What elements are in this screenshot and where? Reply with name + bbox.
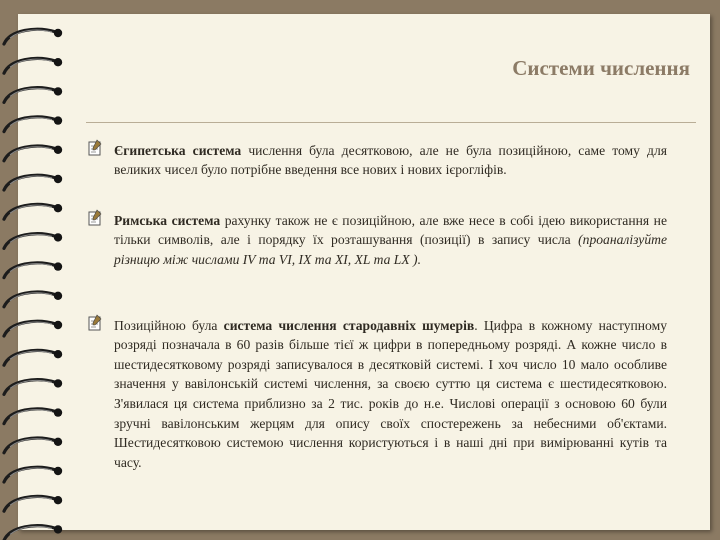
paragraph-sumerian (114, 316, 667, 473)
binding-ring-highlight (10, 205, 52, 213)
paragraph-roman (114, 211, 667, 270)
binding-ring-highlight (10, 88, 52, 96)
paragraph-bold: Єгипетська система (114, 142, 242, 158)
binding-hole (54, 379, 62, 387)
paragraph-text: числення була десятковою, але не була позиційною, саме тому для великих чисел було потрібне введення все нових і нових ієрогліфів. (114, 142, 667, 178)
binding-hole (54, 146, 62, 154)
binding-ring-highlight (10, 234, 52, 242)
spiral-binding (0, 0, 72, 540)
binding-ring-highlight (10, 497, 52, 505)
binding-hole (54, 58, 62, 66)
binding-ring-highlight (10, 322, 52, 330)
binding-ring-highlight (10, 59, 52, 67)
notepad-bullet-icon (86, 209, 104, 227)
binding-ring-highlight (10, 293, 52, 301)
binding-ring-highlight (10, 410, 52, 418)
paragraph-text: рахунку також не є позиційною, але вже несе в собі ідею використання не тільки символів, але і порядку їх розташування (позиції) в запису числа (114, 212, 667, 248)
binding-hole (54, 408, 62, 416)
paragraph-bold: Римська система (114, 212, 221, 228)
notepad-bullet-icon (86, 139, 104, 157)
binding-hole (54, 204, 62, 212)
binding-ring-highlight (10, 147, 52, 155)
paragraph-egyptian (114, 141, 667, 180)
paragraph-lead: Позиційною була (114, 317, 224, 333)
notepad-bullet-icon (86, 314, 104, 332)
paragraph-bold: система числення стародавніх шумерів (223, 317, 475, 333)
paragraph-italic: (проаналізуйте різницю між числами IV та VI, IX та XI, XL та LX ). (114, 232, 667, 267)
binding-hole (54, 29, 62, 37)
binding-hole (54, 292, 62, 300)
binding-hole (54, 525, 62, 533)
title-divider (86, 122, 696, 123)
binding-hole (54, 116, 62, 124)
binding-ring-highlight (10, 439, 52, 447)
paragraph-text: . Цифра в кожному наступному розряді позначала в 60 разів більше тієї ж цифри в попередньому розряді. А кожне число в шестидесятковому розряді записувалося в десятковій системі. І хоч число 10 мало особливе значення у вавілонській системі числення, за своєю суттю ця система є шестидесятковою. З'явилася ця система приблизно за 2 тис. років до н.е. Числові операції з основою 60 були зручні вавілонським жерцям для опису своїх спостережень за небесними об'єктами. Шестидесятковою системою числення користуються і в наші дні при вимірюванні кутів та часу. (114, 317, 667, 470)
binding-ring-highlight (10, 118, 52, 126)
binding-hole (54, 175, 62, 183)
binding-ring-highlight (10, 30, 52, 38)
binding-hole (54, 87, 62, 95)
binding-ring-highlight (10, 468, 52, 476)
binding-hole (54, 233, 62, 241)
slide-title: Системи числення (512, 56, 690, 80)
binding-hole (54, 262, 62, 270)
binding-ring-highlight (10, 526, 52, 534)
binding-hole (54, 467, 62, 475)
binding-ring-highlight (10, 264, 52, 272)
binding-ring-highlight (10, 351, 52, 359)
binding-ring-highlight (10, 176, 52, 184)
binding-hole (54, 438, 62, 446)
binding-ring-highlight (10, 380, 52, 388)
binding-hole (54, 321, 62, 329)
binding-hole (54, 496, 62, 504)
binding-hole (54, 350, 62, 358)
